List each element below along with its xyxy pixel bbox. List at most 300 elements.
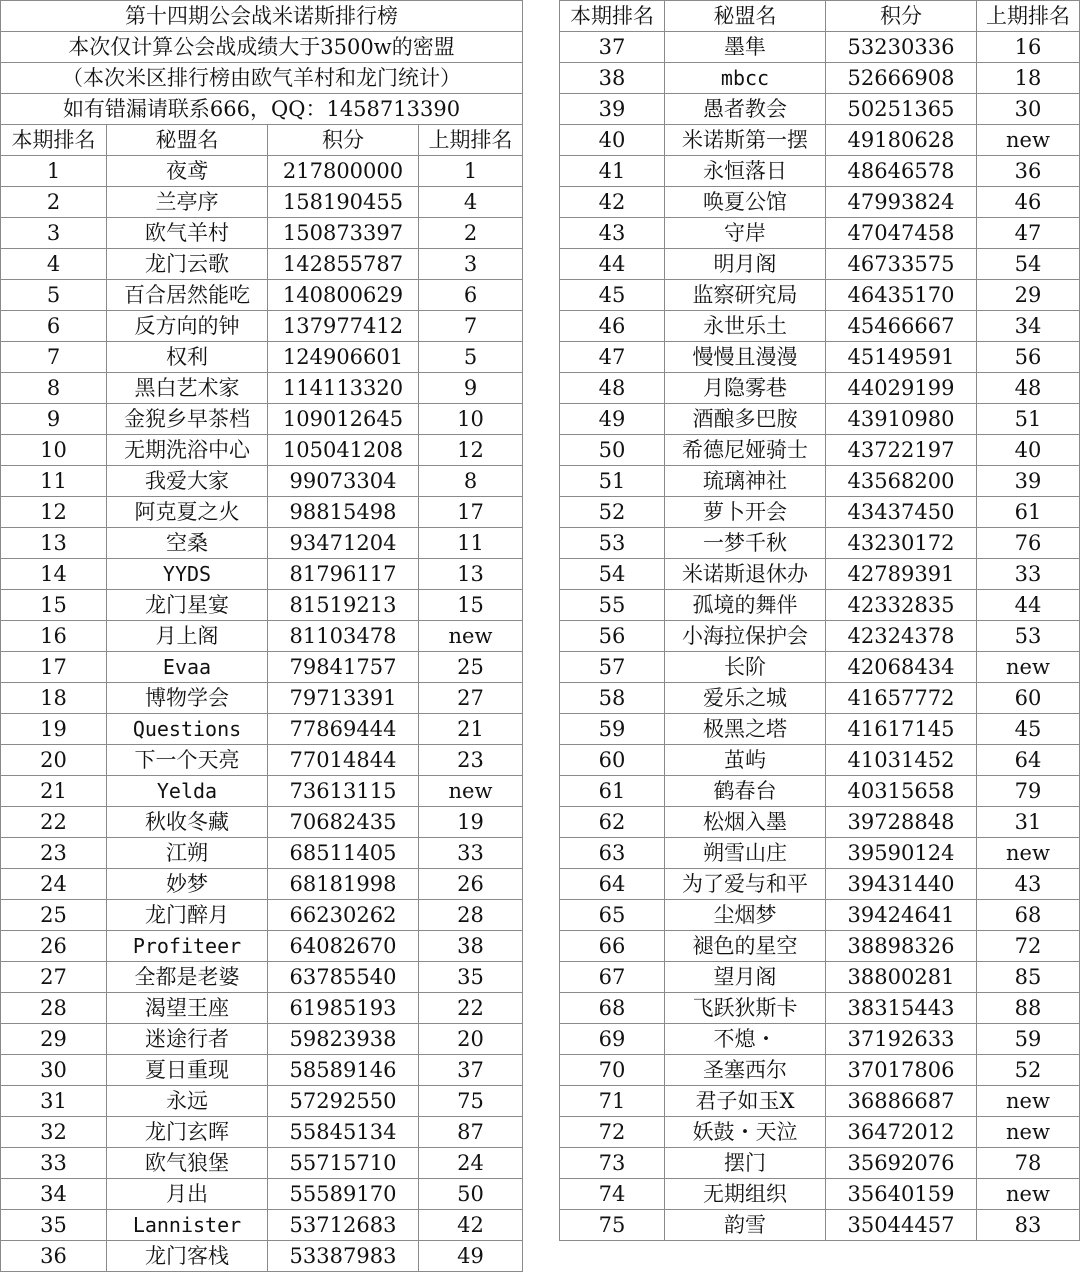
current-rank-cell: 57 bbox=[560, 652, 665, 683]
previous-rank-cell: 17 bbox=[419, 497, 523, 528]
current-rank-cell: 22 bbox=[1, 807, 107, 838]
table-row bbox=[560, 807, 1080, 838]
current-rank-cell: 55 bbox=[560, 590, 665, 621]
score-cell: 43722197 bbox=[826, 435, 977, 466]
score-cell: 57292550 bbox=[268, 1086, 419, 1117]
alliance-name-cell: 君子如玉X bbox=[665, 1086, 826, 1117]
table-row bbox=[1, 187, 523, 218]
alliance-name-cell: 愚者教会 bbox=[665, 94, 826, 125]
alliance-name-cell: 鹤春台 bbox=[665, 776, 826, 807]
current-rank-cell: 28 bbox=[1, 993, 107, 1024]
current-rank-cell: 16 bbox=[1, 621, 107, 652]
previous-rank-cell: 46 bbox=[977, 187, 1080, 218]
score-cell: 68181998 bbox=[268, 869, 419, 900]
score-cell: 77869444 bbox=[268, 714, 419, 745]
table-row bbox=[1, 1241, 523, 1272]
alliance-name-cell: Profiteer bbox=[107, 931, 268, 962]
alliance-name-cell: 望月阁 bbox=[665, 962, 826, 993]
score-cell: 45149591 bbox=[826, 342, 977, 373]
alliance-name-cell: 下一个天亮 bbox=[107, 745, 268, 776]
current-rank-cell: 36 bbox=[1, 1241, 107, 1272]
current-rank-cell: 17 bbox=[1, 652, 107, 683]
previous-rank-cell: 7 bbox=[419, 311, 523, 342]
table-row bbox=[560, 311, 1080, 342]
previous-rank-cell: 76 bbox=[977, 528, 1080, 559]
table-row bbox=[560, 156, 1080, 187]
alliance-name-cell: 一梦千秋 bbox=[665, 528, 826, 559]
score-cell: 43230172 bbox=[826, 528, 977, 559]
previous-rank-cell: 33 bbox=[419, 838, 523, 869]
previous-rank-cell: new bbox=[977, 125, 1080, 156]
score-cell: 93471204 bbox=[268, 528, 419, 559]
alliance-name-cell: 琉璃神社 bbox=[665, 466, 826, 497]
current-rank-cell: 21 bbox=[1, 776, 107, 807]
previous-rank-cell: 43 bbox=[977, 869, 1080, 900]
current-rank-cell: 23 bbox=[1, 838, 107, 869]
previous-rank-cell: new bbox=[977, 1086, 1080, 1117]
table-row bbox=[1, 311, 523, 342]
current-rank-cell: 1 bbox=[1, 156, 107, 187]
header-alliance-name: 秘盟名 bbox=[665, 1, 826, 32]
table-row bbox=[560, 373, 1080, 404]
table-row bbox=[560, 404, 1080, 435]
alliance-name-cell: 萝卜开会 bbox=[665, 497, 826, 528]
current-rank-cell: 27 bbox=[1, 962, 107, 993]
current-rank-cell: 48 bbox=[560, 373, 665, 404]
score-cell: 64082670 bbox=[268, 931, 419, 962]
previous-rank-cell: new bbox=[977, 838, 1080, 869]
header-previous-rank: 上期排名 bbox=[977, 1, 1080, 32]
current-rank-cell: 7 bbox=[1, 342, 107, 373]
current-rank-cell: 61 bbox=[560, 776, 665, 807]
previous-rank-cell: 22 bbox=[419, 993, 523, 1024]
alliance-name-cell: 百合居然能吃 bbox=[107, 280, 268, 311]
previous-rank-cell: 10 bbox=[419, 404, 523, 435]
score-cell: 124906601 bbox=[268, 342, 419, 373]
table-row bbox=[1, 1210, 523, 1241]
current-rank-cell: 49 bbox=[560, 404, 665, 435]
score-cell: 68511405 bbox=[268, 838, 419, 869]
previous-rank-cell: 56 bbox=[977, 342, 1080, 373]
current-rank-cell: 51 bbox=[560, 466, 665, 497]
table-row bbox=[1, 249, 523, 280]
table-row bbox=[1, 559, 523, 590]
table-row bbox=[560, 962, 1080, 993]
score-cell: 47993824 bbox=[826, 187, 977, 218]
previous-rank-cell: 44 bbox=[977, 590, 1080, 621]
alliance-name-cell: 永世乐土 bbox=[665, 311, 826, 342]
current-rank-cell: 34 bbox=[1, 1179, 107, 1210]
previous-rank-cell: 79 bbox=[977, 776, 1080, 807]
score-cell: 47047458 bbox=[826, 218, 977, 249]
table-row bbox=[560, 94, 1080, 125]
previous-rank-cell: 19 bbox=[419, 807, 523, 838]
alliance-name-cell: 妖鼓・天泣 bbox=[665, 1117, 826, 1148]
alliance-name-cell: 孤境的舞伴 bbox=[665, 590, 826, 621]
score-cell: 41657772 bbox=[826, 683, 977, 714]
previous-rank-cell: 31 bbox=[977, 807, 1080, 838]
score-cell: 42789391 bbox=[826, 559, 977, 590]
score-cell: 79713391 bbox=[268, 683, 419, 714]
previous-rank-cell: 26 bbox=[419, 869, 523, 900]
current-rank-cell: 63 bbox=[560, 838, 665, 869]
score-cell: 142855787 bbox=[268, 249, 419, 280]
previous-rank-cell: 87 bbox=[419, 1117, 523, 1148]
alliance-name-cell: 褪色的星空 bbox=[665, 931, 826, 962]
previous-rank-cell: 45 bbox=[977, 714, 1080, 745]
score-cell: 150873397 bbox=[268, 218, 419, 249]
table-row bbox=[560, 218, 1080, 249]
previous-rank-cell: 16 bbox=[977, 32, 1080, 63]
ranking-table-right bbox=[559, 0, 1080, 1241]
alliance-name-cell: 龙门云歌 bbox=[107, 249, 268, 280]
table-row bbox=[560, 652, 1080, 683]
alliance-name-cell: 唤夏公馆 bbox=[665, 187, 826, 218]
previous-rank-cell: new bbox=[419, 776, 523, 807]
previous-rank-cell: 59 bbox=[977, 1024, 1080, 1055]
previous-rank-cell: 33 bbox=[977, 559, 1080, 590]
score-cell: 42324378 bbox=[826, 621, 977, 652]
current-rank-cell: 72 bbox=[560, 1117, 665, 1148]
previous-rank-cell: 11 bbox=[419, 528, 523, 559]
previous-rank-cell: 25 bbox=[419, 652, 523, 683]
score-cell: 58589146 bbox=[268, 1055, 419, 1086]
score-cell: 77014844 bbox=[268, 745, 419, 776]
table-row bbox=[560, 63, 1080, 94]
previous-rank-cell: 23 bbox=[419, 745, 523, 776]
current-rank-cell: 37 bbox=[560, 32, 665, 63]
header-row bbox=[560, 1, 1080, 32]
alliance-name-cell: 尘烟梦 bbox=[665, 900, 826, 931]
previous-rank-cell: 72 bbox=[977, 931, 1080, 962]
alliance-name-cell: 酒酿多巴胺 bbox=[665, 404, 826, 435]
alliance-name-cell: 月出 bbox=[107, 1179, 268, 1210]
previous-rank-cell: new bbox=[977, 652, 1080, 683]
previous-rank-cell: 13 bbox=[419, 559, 523, 590]
alliance-name-cell: 博物学会 bbox=[107, 683, 268, 714]
score-cell: 40315658 bbox=[826, 776, 977, 807]
alliance-name-cell: 欧气狼堡 bbox=[107, 1148, 268, 1179]
previous-rank-cell: 85 bbox=[977, 962, 1080, 993]
current-rank-cell: 26 bbox=[1, 931, 107, 962]
table-row bbox=[1, 652, 523, 683]
alliance-name-cell: 小海拉保护会 bbox=[665, 621, 826, 652]
table-row bbox=[1, 900, 523, 931]
score-cell: 46435170 bbox=[826, 280, 977, 311]
previous-rank-cell: 5 bbox=[419, 342, 523, 373]
score-cell: 109012645 bbox=[268, 404, 419, 435]
alliance-name-cell: 摆门 bbox=[665, 1148, 826, 1179]
score-cell: 79841757 bbox=[268, 652, 419, 683]
current-rank-cell: 41 bbox=[560, 156, 665, 187]
current-rank-cell: 50 bbox=[560, 435, 665, 466]
score-cell: 37017806 bbox=[826, 1055, 977, 1086]
score-cell: 39424641 bbox=[826, 900, 977, 931]
current-rank-cell: 70 bbox=[560, 1055, 665, 1086]
score-cell: 41617145 bbox=[826, 714, 977, 745]
current-rank-cell: 42 bbox=[560, 187, 665, 218]
score-cell: 66230262 bbox=[268, 900, 419, 931]
current-rank-cell: 44 bbox=[560, 249, 665, 280]
current-rank-cell: 64 bbox=[560, 869, 665, 900]
current-rank-cell: 2 bbox=[1, 187, 107, 218]
current-rank-cell: 58 bbox=[560, 683, 665, 714]
alliance-name-cell: 龙门玄晖 bbox=[107, 1117, 268, 1148]
current-rank-cell: 32 bbox=[1, 1117, 107, 1148]
alliance-name-cell: 爱乐之城 bbox=[665, 683, 826, 714]
header-score: 积分 bbox=[826, 1, 977, 32]
table-row bbox=[1, 621, 523, 652]
alliance-name-cell: 反方向的钟 bbox=[107, 311, 268, 342]
table-row bbox=[560, 776, 1080, 807]
alliance-name-cell: 夏日重现 bbox=[107, 1055, 268, 1086]
alliance-name-cell: 金猊乡早茶档 bbox=[107, 404, 268, 435]
current-rank-cell: 71 bbox=[560, 1086, 665, 1117]
alliance-name-cell: 欧气羊村 bbox=[107, 218, 268, 249]
table-row bbox=[1, 1024, 523, 1055]
current-rank-cell: 53 bbox=[560, 528, 665, 559]
score-cell: 99073304 bbox=[268, 466, 419, 497]
current-rank-cell: 4 bbox=[1, 249, 107, 280]
alliance-name-cell: 为了爱与和平 bbox=[665, 869, 826, 900]
previous-rank-cell: 9 bbox=[419, 373, 523, 404]
current-rank-cell: 15 bbox=[1, 590, 107, 621]
table-row bbox=[560, 1210, 1080, 1241]
score-cell: 39590124 bbox=[826, 838, 977, 869]
current-rank-cell: 54 bbox=[560, 559, 665, 590]
table-row bbox=[1, 869, 523, 900]
previous-rank-cell: 50 bbox=[419, 1179, 523, 1210]
alliance-name-cell: 极黑之塔 bbox=[665, 714, 826, 745]
table-row bbox=[1, 590, 523, 621]
previous-rank-cell: 37 bbox=[419, 1055, 523, 1086]
score-cell: 38898326 bbox=[826, 931, 977, 962]
current-rank-cell: 39 bbox=[560, 94, 665, 125]
alliance-name-cell: 守岸 bbox=[665, 218, 826, 249]
current-rank-cell: 33 bbox=[1, 1148, 107, 1179]
alliance-name-cell: mbcc bbox=[665, 63, 826, 94]
alliance-name-cell: 空桑 bbox=[107, 528, 268, 559]
alliance-name-cell: 长阶 bbox=[665, 652, 826, 683]
previous-rank-cell: new bbox=[977, 1179, 1080, 1210]
current-rank-cell: 65 bbox=[560, 900, 665, 931]
table-row bbox=[560, 745, 1080, 776]
current-rank-cell: 29 bbox=[1, 1024, 107, 1055]
alliance-name-cell: 迷途行者 bbox=[107, 1024, 268, 1055]
current-rank-cell: 62 bbox=[560, 807, 665, 838]
table-row bbox=[1, 962, 523, 993]
current-rank-cell: 68 bbox=[560, 993, 665, 1024]
previous-rank-cell: 12 bbox=[419, 435, 523, 466]
previous-rank-cell: 3 bbox=[419, 249, 523, 280]
previous-rank-cell: 28 bbox=[419, 900, 523, 931]
current-rank-cell: 13 bbox=[1, 528, 107, 559]
alliance-name-cell: 明月阁 bbox=[665, 249, 826, 280]
current-rank-cell: 5 bbox=[1, 280, 107, 311]
alliance-name-cell: 飞跃狄斯卡 bbox=[665, 993, 826, 1024]
table-row bbox=[1, 497, 523, 528]
current-rank-cell: 67 bbox=[560, 962, 665, 993]
previous-rank-cell: 36 bbox=[977, 156, 1080, 187]
table-row bbox=[560, 869, 1080, 900]
alliance-name-cell: 松烟入墨 bbox=[665, 807, 826, 838]
alliance-name-cell: 妙梦 bbox=[107, 869, 268, 900]
previous-rank-cell: 15 bbox=[419, 590, 523, 621]
score-cell: 36886687 bbox=[826, 1086, 977, 1117]
previous-rank-cell: 35 bbox=[419, 962, 523, 993]
table-row bbox=[560, 528, 1080, 559]
score-cell: 46733575 bbox=[826, 249, 977, 280]
alliance-name-cell: Questions bbox=[107, 714, 268, 745]
score-cell: 137977412 bbox=[268, 311, 419, 342]
table-row bbox=[560, 280, 1080, 311]
table-row bbox=[560, 714, 1080, 745]
previous-rank-cell: 24 bbox=[419, 1148, 523, 1179]
table-row bbox=[560, 838, 1080, 869]
table-row bbox=[1, 528, 523, 559]
score-cell: 38800281 bbox=[826, 962, 977, 993]
alliance-name-cell: Evaa bbox=[107, 652, 268, 683]
previous-rank-cell: 38 bbox=[419, 931, 523, 962]
previous-rank-cell: 51 bbox=[977, 404, 1080, 435]
subtitle-row bbox=[1, 94, 523, 125]
current-rank-cell: 43 bbox=[560, 218, 665, 249]
score-cell: 81796117 bbox=[268, 559, 419, 590]
alliance-name-cell: 渴望王座 bbox=[107, 993, 268, 1024]
current-rank-cell: 69 bbox=[560, 1024, 665, 1055]
score-cell: 49180628 bbox=[826, 125, 977, 156]
score-cell: 70682435 bbox=[268, 807, 419, 838]
table-row bbox=[560, 1055, 1080, 1086]
score-cell: 42068434 bbox=[826, 652, 977, 683]
alliance-name-cell: 阿克夏之火 bbox=[107, 497, 268, 528]
table-row bbox=[560, 187, 1080, 218]
current-rank-cell: 12 bbox=[1, 497, 107, 528]
score-cell: 36472012 bbox=[826, 1117, 977, 1148]
table-row bbox=[1, 838, 523, 869]
score-cell: 53712683 bbox=[268, 1210, 419, 1241]
table-row bbox=[560, 993, 1080, 1024]
previous-rank-cell: 18 bbox=[977, 63, 1080, 94]
table-row bbox=[560, 1117, 1080, 1148]
current-rank-cell: 74 bbox=[560, 1179, 665, 1210]
previous-rank-cell: 88 bbox=[977, 993, 1080, 1024]
score-cell: 140800629 bbox=[268, 280, 419, 311]
previous-rank-cell: 68 bbox=[977, 900, 1080, 931]
current-rank-cell: 60 bbox=[560, 745, 665, 776]
table-row bbox=[560, 466, 1080, 497]
table-row bbox=[1, 373, 523, 404]
current-rank-cell: 66 bbox=[560, 931, 665, 962]
table-row bbox=[1, 1055, 523, 1086]
table-row bbox=[1, 683, 523, 714]
score-cell: 41031452 bbox=[826, 745, 977, 776]
score-cell: 50251365 bbox=[826, 94, 977, 125]
current-rank-cell: 52 bbox=[560, 497, 665, 528]
table-row bbox=[560, 683, 1080, 714]
table-row bbox=[1, 342, 523, 373]
alliance-name-cell: 墨隼 bbox=[665, 32, 826, 63]
current-rank-cell: 73 bbox=[560, 1148, 665, 1179]
score-cell: 35044457 bbox=[826, 1210, 977, 1241]
table-row bbox=[560, 497, 1080, 528]
alliance-name-cell: 永远 bbox=[107, 1086, 268, 1117]
table-row bbox=[1, 466, 523, 497]
alliance-name-cell: 全都是老婆 bbox=[107, 962, 268, 993]
current-rank-cell: 9 bbox=[1, 404, 107, 435]
table-row bbox=[560, 342, 1080, 373]
previous-rank-cell: 75 bbox=[419, 1086, 523, 1117]
previous-rank-cell: 6 bbox=[419, 280, 523, 311]
score-cell: 43568200 bbox=[826, 466, 977, 497]
alliance-name-cell: 月隐雾巷 bbox=[665, 373, 826, 404]
table-row bbox=[1, 1148, 523, 1179]
table-row bbox=[560, 1148, 1080, 1179]
alliance-name-cell: 米诺斯第一摆 bbox=[665, 125, 826, 156]
current-rank-cell: 46 bbox=[560, 311, 665, 342]
previous-rank-cell: 42 bbox=[419, 1210, 523, 1241]
score-cell: 217800000 bbox=[268, 156, 419, 187]
current-rank-cell: 35 bbox=[1, 1210, 107, 1241]
header-current-rank: 本期排名 bbox=[560, 1, 665, 32]
score-cell: 35692076 bbox=[826, 1148, 977, 1179]
table-row bbox=[560, 249, 1080, 280]
alliance-name-cell: 米诺斯退休办 bbox=[665, 559, 826, 590]
current-rank-cell: 8 bbox=[1, 373, 107, 404]
score-cell: 48646578 bbox=[826, 156, 977, 187]
previous-rank-cell: 60 bbox=[977, 683, 1080, 714]
score-cell: 52666908 bbox=[826, 63, 977, 94]
table-row bbox=[560, 1024, 1080, 1055]
header-score: 积分 bbox=[268, 125, 419, 156]
previous-rank-cell: 53 bbox=[977, 621, 1080, 652]
alliance-name-cell: 慢慢且漫漫 bbox=[665, 342, 826, 373]
alliance-name-cell: 茧屿 bbox=[665, 745, 826, 776]
ranking-table-left bbox=[0, 0, 523, 1272]
score-cell: 81103478 bbox=[268, 621, 419, 652]
alliance-name-cell: 不熄・ bbox=[665, 1024, 826, 1055]
current-rank-cell: 31 bbox=[1, 1086, 107, 1117]
score-cell: 39728848 bbox=[826, 807, 977, 838]
previous-rank-cell: 39 bbox=[977, 466, 1080, 497]
alliance-name-cell: 龙门醉月 bbox=[107, 900, 268, 931]
table-row bbox=[560, 1086, 1080, 1117]
alliance-name-cell: 监察研究局 bbox=[665, 280, 826, 311]
table-row bbox=[1, 218, 523, 249]
previous-rank-cell: 21 bbox=[419, 714, 523, 745]
previous-rank-cell: 40 bbox=[977, 435, 1080, 466]
score-cell: 59823938 bbox=[268, 1024, 419, 1055]
subtitle-row bbox=[1, 63, 523, 94]
table-row bbox=[560, 125, 1080, 156]
score-cell: 38315443 bbox=[826, 993, 977, 1024]
previous-rank-cell: 8 bbox=[419, 466, 523, 497]
score-cell: 98815498 bbox=[268, 497, 419, 528]
current-rank-cell: 10 bbox=[1, 435, 107, 466]
previous-rank-cell: 54 bbox=[977, 249, 1080, 280]
current-rank-cell: 11 bbox=[1, 466, 107, 497]
table-row bbox=[1, 993, 523, 1024]
current-rank-cell: 30 bbox=[1, 1055, 107, 1086]
title-row bbox=[1, 1, 523, 32]
table-row bbox=[1, 931, 523, 962]
score-cell: 55589170 bbox=[268, 1179, 419, 1210]
score-cell: 37192633 bbox=[826, 1024, 977, 1055]
score-cell: 42332835 bbox=[826, 590, 977, 621]
alliance-name-cell: 希德尼娅骑士 bbox=[665, 435, 826, 466]
current-rank-cell: 24 bbox=[1, 869, 107, 900]
previous-rank-cell: new bbox=[419, 621, 523, 652]
